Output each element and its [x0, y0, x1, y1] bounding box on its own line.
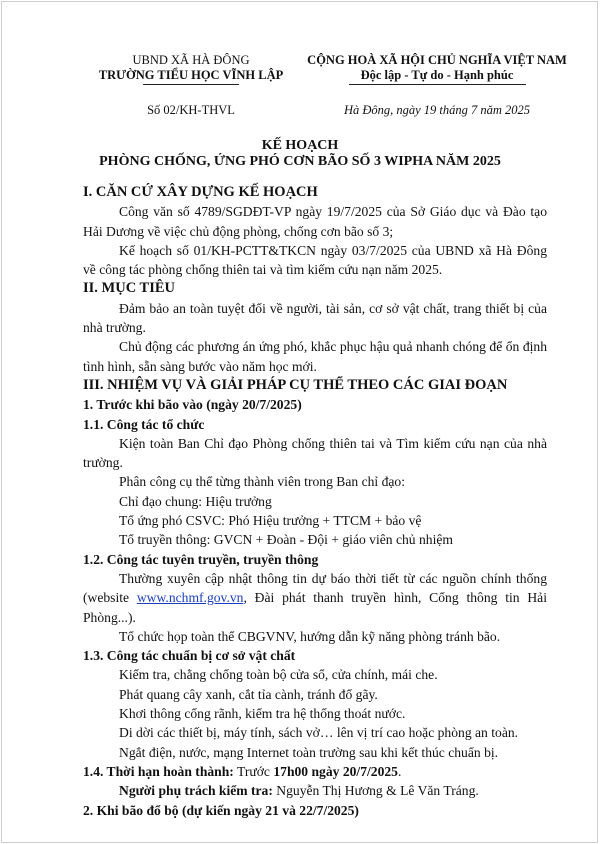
motto-underline [349, 84, 526, 85]
phase-1-heading: 1. Trước khi bão vào (ngày 20/7/2025) [83, 397, 302, 413]
para-text: Thường xuyên cập nhật thông tin dự báo thời tiết từ các nguồn chính thống (website [83, 570, 547, 606]
header-right [305, 53, 569, 118]
doc-title: KẾ HOẠCH [261, 138, 339, 153]
phase-2-heading: 2. Khi bão đổ bộ (dự kiến ngày 21 và 22/7/2025) [83, 802, 359, 818]
place-date: Hà Đông, ngày 19 tháng 7 năm 2025 [343, 103, 531, 117]
prep-item: Ngắt điện, nước, mạng Internet toàn trường sau khi kết thúc chuẩn bị. [119, 744, 499, 760]
responsible-person [83, 781, 547, 800]
subsection-1-1-heading: 1.1. Công tác tổ chức [83, 416, 205, 432]
section-3-heading: III. NHIỆM VỤ VÀ GIẢI PHÁP CỤ THỂ THEO CÁC GIAI ĐOẠN [83, 376, 508, 393]
section-2-para-2: Chủ động các phương án ứng phó, khắc phục hậu quả nhanh chóng để ổn định tình hình, sẵn sàng bước vào năm học mới. [83, 339, 547, 374]
org-name: TRƯỜNG TIỂU HỌC VĨNH LẬP [98, 68, 284, 82]
subsection-1-2-para-2: Tổ chức họp toàn thể CBGVNV, hướng dẫn kỹ năng phòng tránh bão. [119, 628, 501, 644]
document-body [83, 183, 547, 820]
assign-item: Tổ truyền thông: GVCN + Đoàn - Đội + giáo viên chủ nhiệm [119, 532, 453, 548]
prep-item: Di dời các thiết bị, máy tính, sách vở… lên vị trí cao hoặc phòng an toàn. [119, 725, 519, 741]
para-text: , Đài phát thanh truyền hình, Cổng thông tin Hải Phòng...). [83, 590, 547, 625]
deadline-end: . [397, 763, 402, 779]
section-1-para-2: Kế hoạch số 01/KH-PCTT&TKCN ngày 03/7/2025 của UBND xã Hà Đông về công tác phòng chống thiên tai và tìm kiếm cứu nạn năm 2025. [83, 242, 547, 278]
org-underline [143, 84, 239, 85]
responsible-label: Người phụ trách kiểm tra: [119, 783, 273, 799]
section-1-heading: I. CĂN CỨ XÂY DỰNG KẾ HOẠCH [83, 184, 318, 200]
section-1-para-1: Công văn số 4789/SGDĐT-VP ngày 19/7/2025 của Sở Giáo dục và Đào tạo Hải Dương về việc chủ động phòng, chống cơn bão số 3; [83, 204, 547, 239]
country-name: CỘNG HOÀ XÃ HỘI CHỦ NGHĨA VIỆT NAM [307, 53, 567, 67]
assign-item: Tổ ứng phó CSVC: Phó Hiệu trưởng + TTCM + bảo vệ [119, 513, 422, 529]
weather-website-link[interactable]: www.nchmf.gov.vn [136, 590, 244, 606]
section-2-para-1: Đảm bảo an toàn tuyệt đối về người, tài sản, cơ sở vật chất, trang thiết bị của nhà trường. [83, 300, 547, 336]
doc-number: Số 02/KH-THVL [147, 103, 235, 117]
motto: Độc lập - Tự do - Hạnh phúc [360, 68, 514, 82]
subsection-1-3-heading: 1.3. Công tác chuẩn bị cơ sở vật chất [83, 648, 296, 664]
subsection-1-2-heading: 1.2. Công tác tuyên truyền, truyền thông [83, 551, 319, 567]
deadline-text: Trước [233, 763, 274, 779]
prep-item: Phát quang cây xanh, cắt tỉa cành, tránh đổ gãy. [119, 686, 378, 702]
org-parent: UBND XÃ HÀ ĐÔNG [132, 53, 250, 67]
section-2-heading: II. MỤC TIÊU [83, 280, 175, 297]
prep-item: Kiểm tra, chằng chống toàn bộ cửa sổ, cửa chính, mái che. [119, 667, 438, 683]
prep-item: Khơi thông cống rãnh, kiểm tra hệ thống thoát nước. [119, 706, 406, 722]
subsection-1-2-para [83, 569, 547, 627]
assign-item: Chỉ đạo chung: Hiệu trưởng [119, 493, 272, 509]
deadline-value: 17h00 ngày 20/7/2025 [273, 763, 398, 779]
doc-subtitle: PHÒNG CHỐNG, ỨNG PHÓ CƠN BÃO SỐ 3 WIPHA NĂM 2025 [99, 154, 501, 169]
header-left [84, 53, 298, 118]
deadline-label: 1.4. Thời hạn hoàn thành: [83, 763, 234, 779]
subsection-1-1-assign: Phân công cụ thể từng thành viên trong Ban chỉ đạo: [119, 474, 405, 490]
responsible-names: Nguyễn Thị Hương & Lê Văn Tráng. [272, 783, 479, 799]
subsection-1-4-deadline [83, 762, 547, 781]
subsection-1-1-para: Kiện toàn Ban Chỉ đạo Phòng chống thiên tai và Tìm kiếm cứu nạn của nhà trường. [83, 435, 547, 471]
